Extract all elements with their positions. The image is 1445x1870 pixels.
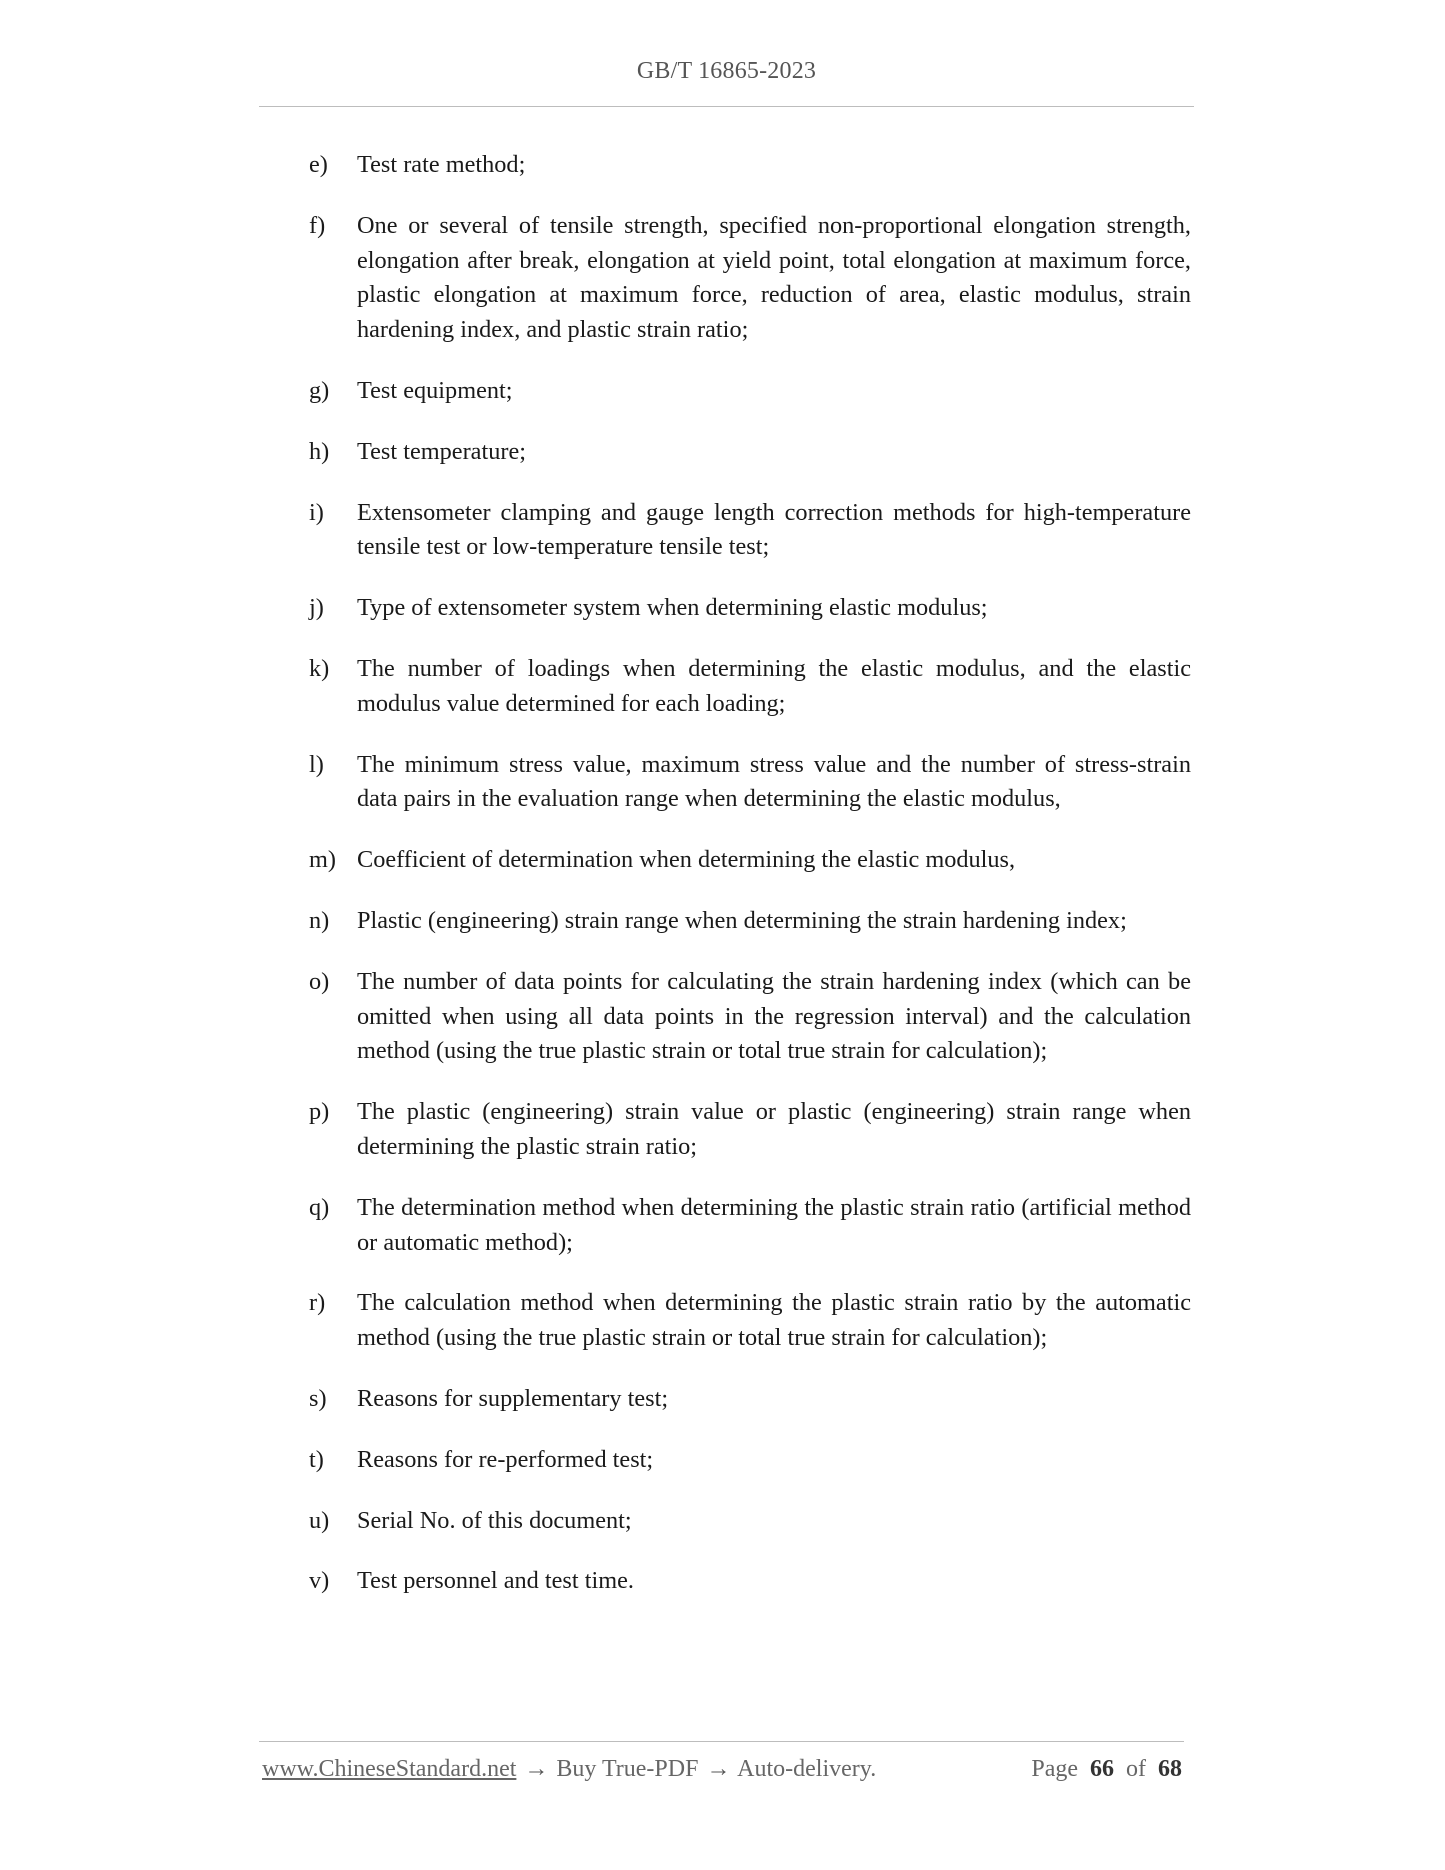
list-item-text: The number of loadings when determining the elastic modulus, and the elastic modulus value determined for each loading;	[357, 654, 1191, 717]
website-link[interactable]: www.ChineseStandard.net	[262, 1756, 517, 1782]
list-item	[309, 1286, 1191, 1356]
list-item-text: The minimum stress value, maximum stress value and the number of stress-strain data pairs in the evaluation range when determining the elastic modulus,	[357, 750, 1191, 813]
list-item	[309, 652, 1191, 722]
list-item-label: p)	[309, 1098, 330, 1126]
current-page-number: 66	[1090, 1756, 1114, 1782]
arrow-right-icon: →	[524, 1756, 549, 1782]
auto-delivery-text: Auto-delivery.	[737, 1756, 877, 1782]
list-item	[309, 1443, 1191, 1478]
list-item	[309, 1564, 1191, 1599]
list-item-text: Serial No. of this document;	[357, 1506, 632, 1534]
footer-promo	[262, 1756, 876, 1783]
list-item-label: n)	[309, 906, 330, 934]
list-item-label: t)	[309, 1445, 324, 1473]
page-header-title: GB/T 16865-2023	[636, 58, 817, 84]
list-item	[309, 374, 1191, 409]
list-item-text: Test rate method;	[357, 151, 526, 178]
list-item	[309, 904, 1191, 939]
list-item-label: g)	[309, 376, 330, 404]
list-item	[309, 1095, 1191, 1165]
list-item	[309, 209, 1191, 348]
list-item-label: f)	[309, 211, 326, 239]
list-item-label: i)	[309, 498, 324, 526]
list-item-text: Test temperature;	[357, 437, 526, 465]
list-item-label: u)	[309, 1506, 330, 1534]
list-item-text: Plastic (engineering) strain range when determining the strain hardening index;	[357, 906, 1127, 934]
list-item-text: The number of data points for calculating the strain hardening index (which can be omitted when using all data points in the regression interval) and the calculation method (using the true plastic strain or total true strain for calculation);	[357, 967, 1191, 1065]
list-item-label: m)	[309, 846, 336, 874]
list-item-label: v)	[309, 1567, 330, 1595]
page-footer	[262, 1756, 1182, 1783]
list-item-label: k)	[309, 654, 330, 682]
list-item-label: l)	[309, 750, 324, 778]
arrow-right-icon: →	[706, 1756, 731, 1782]
list-item-text: The determination method when determining the plastic strain ratio (artificial method or automatic method);	[357, 1193, 1191, 1256]
list-item	[309, 591, 1191, 626]
list-item	[309, 496, 1191, 566]
list-item-label: r)	[309, 1289, 326, 1317]
requirements-list	[309, 148, 1191, 1625]
of-label: of	[1126, 1756, 1146, 1782]
list-item-text: Reasons for supplementary test;	[357, 1384, 669, 1412]
list-item-text: The calculation method when determining the plastic strain ratio by the automatic method (using the true plastic strain or total true strain for calculation);	[357, 1289, 1191, 1352]
list-item	[309, 748, 1191, 818]
list-item-text: One or several of tensile strength, specified non-proportional elongation strength, elongation after break, elongation at yield point, total elongation at maximum force, plastic elongation at maximum force, reduction of area, elastic modulus, strain hardening index, and plastic strain ratio;	[357, 211, 1191, 344]
header-divider	[259, 106, 1194, 107]
list-item-text: Extensometer clamping and gauge length correction methods for high-temperature tensile test or low-temperature tensile test;	[357, 498, 1191, 561]
list-item	[309, 1504, 1191, 1539]
list-item-label: q)	[309, 1193, 330, 1221]
list-item	[309, 1191, 1191, 1261]
list-item-label: s)	[309, 1384, 327, 1412]
list-item-text: Test personnel and test time.	[357, 1567, 634, 1595]
list-item-label: o)	[309, 967, 330, 995]
list-item-label: j)	[309, 594, 324, 622]
list-item-text: Coefficient of determination when determining the elastic modulus,	[357, 846, 1016, 874]
list-item	[309, 435, 1191, 470]
list-item	[309, 843, 1191, 878]
footer-divider	[259, 1741, 1184, 1742]
total-pages-number: 68	[1158, 1756, 1182, 1782]
list-item	[309, 1382, 1191, 1417]
list-item	[309, 965, 1191, 1069]
list-item-label: h)	[309, 437, 330, 465]
list-item	[309, 148, 1191, 183]
list-item-text: The plastic (engineering) strain value or plastic (engineering) strain range when determining the plastic strain ratio;	[357, 1098, 1191, 1160]
page-number	[1031, 1756, 1182, 1783]
buy-pdf-text: Buy True-PDF	[556, 1756, 699, 1782]
list-item-label: e)	[309, 151, 328, 178]
list-item-text: Type of extensometer system when determining elastic modulus;	[357, 594, 988, 622]
list-item-text: Reasons for re-performed test;	[357, 1445, 654, 1473]
page-label: Page	[1031, 1756, 1078, 1782]
list-item-text: Test equipment;	[357, 376, 513, 404]
